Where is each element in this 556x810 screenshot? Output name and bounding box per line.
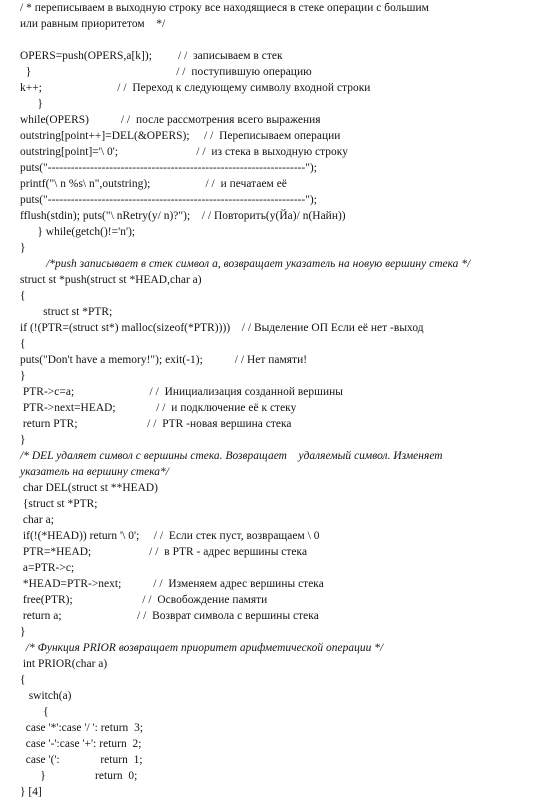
code-line: while(OPERS) / / после рассмотрения всего выражения [20, 114, 321, 126]
code-line: {struct st *PTR; [20, 498, 98, 510]
code-line: OPERS=push(OPERS,a[k]); / / записываем в стек [20, 50, 283, 62]
code-line: *HEAD=PTR->next; / / Изменяем адрес вершины стека [20, 578, 324, 590]
code-line: } while(getch()!='n'); [20, 226, 136, 238]
code-line: printf("\ n %s\ n",outstring); / / и печатаем её [20, 178, 287, 190]
code-line: case '(': return 1; [20, 754, 143, 766]
code-line: PTR=*HEAD; / / в PTR - адрес вершины стека [20, 546, 308, 558]
code-line: { [20, 674, 26, 686]
code-line: if(!(*HEAD)) return '\ 0'; / / Если стек пуст, возвращаем \ 0 [20, 530, 320, 542]
code-line: PTR->next=HEAD; / / и подключение её к стеку [20, 402, 297, 414]
comment-line: указатель на вершину стека*/ [20, 466, 170, 478]
code-line: if (!(PTR=(struct st*) malloc(sizeof(*PTR)))) / / Выделение ОП Если её нет -выход [20, 322, 424, 334]
code-line: или равным приоритетом */ [20, 18, 166, 30]
code-line: PTR->c=a; / / Инициализация созданной вершины [20, 386, 343, 398]
code-line: / * переписываем в выходную строку все находящиеся в стеке операции с большим [20, 2, 429, 14]
comment-line: /*push записывает в стек символ a, возвращает указатель на новую вершину стека */ [20, 258, 471, 270]
code-line: } [20, 434, 26, 446]
code-line: } [20, 242, 26, 254]
code-line: outstring[point++]=DEL(&OPERS); / / Переписываем операции [20, 130, 341, 142]
code-line: } [4] [20, 786, 42, 798]
code-line: a=PTR->c; [20, 562, 75, 574]
code-line: { [20, 706, 49, 718]
code-line: outstring[point]='\ 0'; / / из стека в выходную строку [20, 146, 348, 158]
code-line: { [20, 338, 26, 350]
code-line: int PRIOR(char a) [20, 658, 108, 670]
code-line: } return 0; [20, 770, 138, 782]
code-line: char DEL(struct st **HEAD) [20, 482, 158, 494]
code-line: struct st *push(struct st *HEAD,char a) [20, 274, 202, 286]
code-line: free(PTR); / / Освобождение памяти [20, 594, 268, 606]
code-line: puts("-------------------------------------------------------------------"); [20, 162, 317, 174]
code-line: fflush(stdin); puts("\ nRetry(y/ n)?"); / / Повторить(y(Йа)/ n(Найн)) [20, 210, 346, 222]
code-line: } / / поступившую операцию [20, 66, 312, 78]
comment-line: /* Функция PRIOR возвращает приоритет арифметической операции */ [20, 642, 384, 654]
code-line: } [20, 98, 43, 110]
comment-line: /* DEL удаляет символ с вершины стека. Возвращает удаляемый символ. Изменяет [20, 450, 443, 462]
code-line: struct st *PTR; [20, 306, 113, 318]
code-line: } [20, 370, 26, 382]
code-line: case '-':case '+': return 2; [20, 738, 142, 750]
code-line: { [20, 290, 26, 302]
code-line: switch(a) [20, 690, 72, 702]
code-line: return a; / / Возврат символа с вершины стека [20, 610, 319, 622]
code-line: char a; [20, 514, 54, 526]
code-line: k++; / / Переход к следующему символу входной строки [20, 82, 371, 94]
code-line: puts("-------------------------------------------------------------------"); [20, 194, 317, 206]
code-line: } [20, 626, 26, 638]
code-line: puts("Don't have a memory!"); exit(-1); / / Нет памяти! [20, 354, 308, 366]
code-line: case '*':case '/ ': return 3; [20, 722, 144, 734]
code-line: return PTR; / / PTR -новая вершина стека [20, 418, 292, 430]
